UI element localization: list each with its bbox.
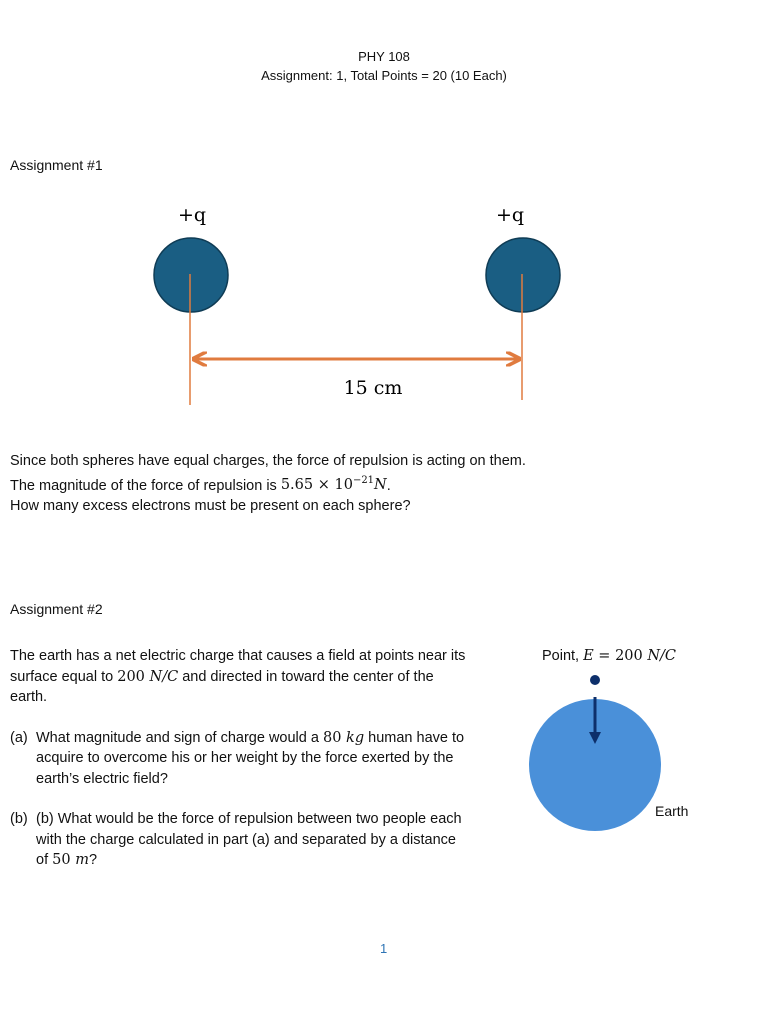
right-charge-label: +q — [495, 204, 525, 226]
question-a: (a) What magnitude and sign of charge would a 80 kg human have to acquire to overcome his or her weight by the force exerted by the earth’s electric field? — [10, 729, 465, 787]
course-code: PHY 108 — [358, 49, 410, 64]
problem-line-1: Since both spheres have equal charges, the force of repulsion is acting on them. — [10, 453, 526, 469]
document-header — [0, 47, 768, 85]
left-sphere — [154, 238, 228, 312]
page-number: 1 — [380, 941, 388, 956]
question-list — [10, 728, 470, 871]
force-value: $5.65 \times 10^{-21}N$ — [280, 475, 387, 494]
field-point-dot — [590, 675, 600, 685]
problem-line-3: How many excess electrons must be present on each sphere? — [10, 497, 411, 514]
assignment-2-intro: The earth has a net electric charge that causes a field at points near its surface equal to 200 N/C and directed in toward the center of the earth. — [10, 648, 466, 705]
earth-label: Earth — [655, 803, 689, 819]
right-sphere — [486, 238, 560, 312]
assignment-2-problem — [10, 646, 470, 891]
distance-label: 15 cm — [343, 377, 403, 399]
two-charges-diagram — [0, 190, 768, 420]
assignment-summary: Assignment: 1, Total Points = 20 (10 Each) — [261, 68, 507, 83]
question-b: (b) (b) What would be the force of repulsion between two people each with the charge calculated in part (a) and separated by a distance of 50 m? — [10, 811, 462, 868]
assignment-1-problem — [10, 451, 750, 516]
assignment-1-title: Assignment #1 — [10, 157, 103, 173]
left-charge-label: +q — [177, 204, 207, 226]
assignment-2-title: Assignment #2 — [10, 601, 103, 617]
problem-line-2: The magnitude of the force of repulsion is $5.65 \times 10^{-21}N$. — [10, 475, 391, 494]
field-point-label: Point, E = 200 N/C — [542, 648, 677, 664]
